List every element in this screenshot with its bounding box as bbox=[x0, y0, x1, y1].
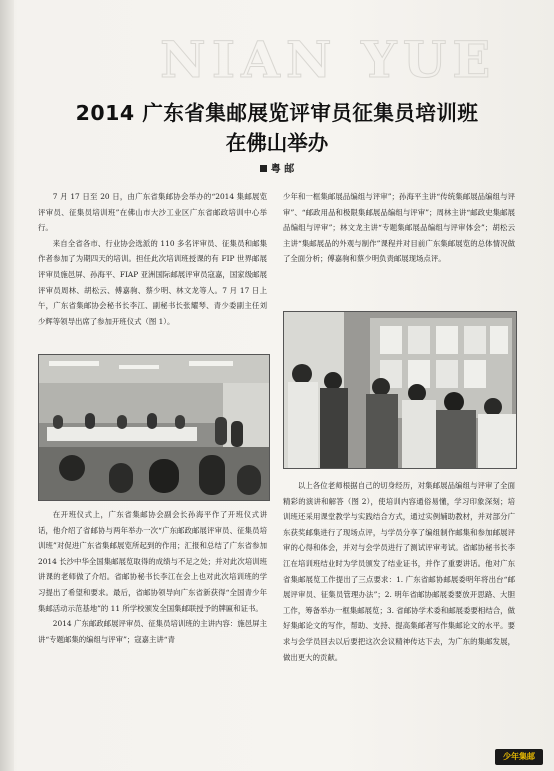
column-left-bottom bbox=[38, 507, 267, 647]
paragraph: 7 月 17 日至 20 日，由广东省集邮协会举办的“2014 集邮展览评审员、征集员培训班”在佛山市大沙工业区广东省邮政培训中心举行。 bbox=[38, 192, 267, 233]
article-title-line-2: 在佛山举办 bbox=[225, 131, 329, 155]
page-binding-edge bbox=[0, 0, 14, 771]
column-right-top bbox=[283, 189, 515, 267]
paragraph: 2014 广东邮政邮展评审员、征集员培训班的主讲内容：施邑屏主讲“专题邮集的编组与评审”；寇嘉主讲“青 bbox=[38, 619, 267, 644]
article-title-line-1: 2014 广东省集邮展览评审员征集员培训班 bbox=[75, 101, 479, 125]
magazine-footer-logo: 少年集邮 bbox=[495, 749, 543, 765]
column-left-top bbox=[38, 189, 267, 329]
author-byline bbox=[0, 160, 554, 175]
square-bullet-icon bbox=[260, 165, 267, 172]
paragraph: 少年和一框集邮展品编组与评审”；孙海平主讲“传统集邮展品编组与评审”、“邮政用品和极限集邮展品编组与评审”；周林主讲“邮政史集邮展品编组与评审”；林文龙主讲“专题集邮展品编组与评审体会”；胡松云主讲“集邮展品的外观与制作”课程并对目前广东集邮展览的总体情况做了全面分析；傅嘉驹和蔡少明负责邮展现场点评。 bbox=[283, 192, 515, 264]
background-watermark: NIAN YUE bbox=[160, 30, 497, 89]
paragraph: 以上各位老师根据自己的切身经历，对集邮展品编组与评审了全面精彩的演讲和解答（图 2），使培训内容通俗易懂，学习印象深刻；培训班还采用课堂教学与实践结合方式，通过实例辅助教材，并对部分广东获奖邮集进行了现场点评，与学员分享了编组制作邮集和参加邮展评审的心得和体会，并对与会学员进行了测试评审考试。省邮协秘书长李江在培训班结业时为学员颁发了结业证书，并作了重要讲话。他对广东省集邮展览工作提出了三点要求：1. 广东省邮协邮展委明年将出台“邮展评审员、征集员管理办法”；2. 明年省邮协邮展委要放开思路、大胆工作，筹备举办一框集邮展览；3. 省邮协学术委和邮展委要相结合，做好集邮论文的写作，帮助、支持、提高集邮者写作集邮论文的水平。要求与会学员回去以后要把这次会议精神传达下去，为广东的集邮发展，做出更大的贡献。 bbox=[283, 481, 515, 662]
paragraph: 来自全省各市、行业协会选派的 110 多名评审员、征集员和邮集作者参加了为期四天的培训。担任此次培训班授课的有 FIP 世界邮展评审员施邑屏、孙海平、FIAP 亚洲国际邮展评审员寇嘉，国家级邮展评审员周林、胡松云、傅嘉驹、蔡少明、林文龙等人。7 月 17 日上午，广东省集邮协会秘书长李江、副秘书长张耀琴、青少委副主任刘少辉等领导出席了参加开班仪式（图 1）。 bbox=[38, 238, 267, 326]
photo-exhibit-critique bbox=[283, 311, 517, 469]
paragraph: 在开班仪式上，广东省集邮协会副会长孙海平作了开班仪式讲话，他介绍了省邮协与两年举办一次“广东邮政邮展评审员、征集员培训班”对促进广东省集邮展览所起到的作用；汇报和总结了广东省参加 2014 长沙中华全国集邮展览取得的成绩与不足之处；并对此次培训班讲课的老师做了介绍。省邮协秘书长李江在会上也对此次培训班的学习提出了希望和要求。最后，省邮协领导向广东省新获得“全国青少年集邮活动示范基地”的 11 所学校颁发全国集邮联授予的牌匾和证书。 bbox=[38, 510, 267, 613]
author-name: 粤 邮 bbox=[270, 164, 295, 175]
column-right-bottom bbox=[283, 478, 515, 665]
photo-opening-ceremony bbox=[38, 354, 270, 501]
